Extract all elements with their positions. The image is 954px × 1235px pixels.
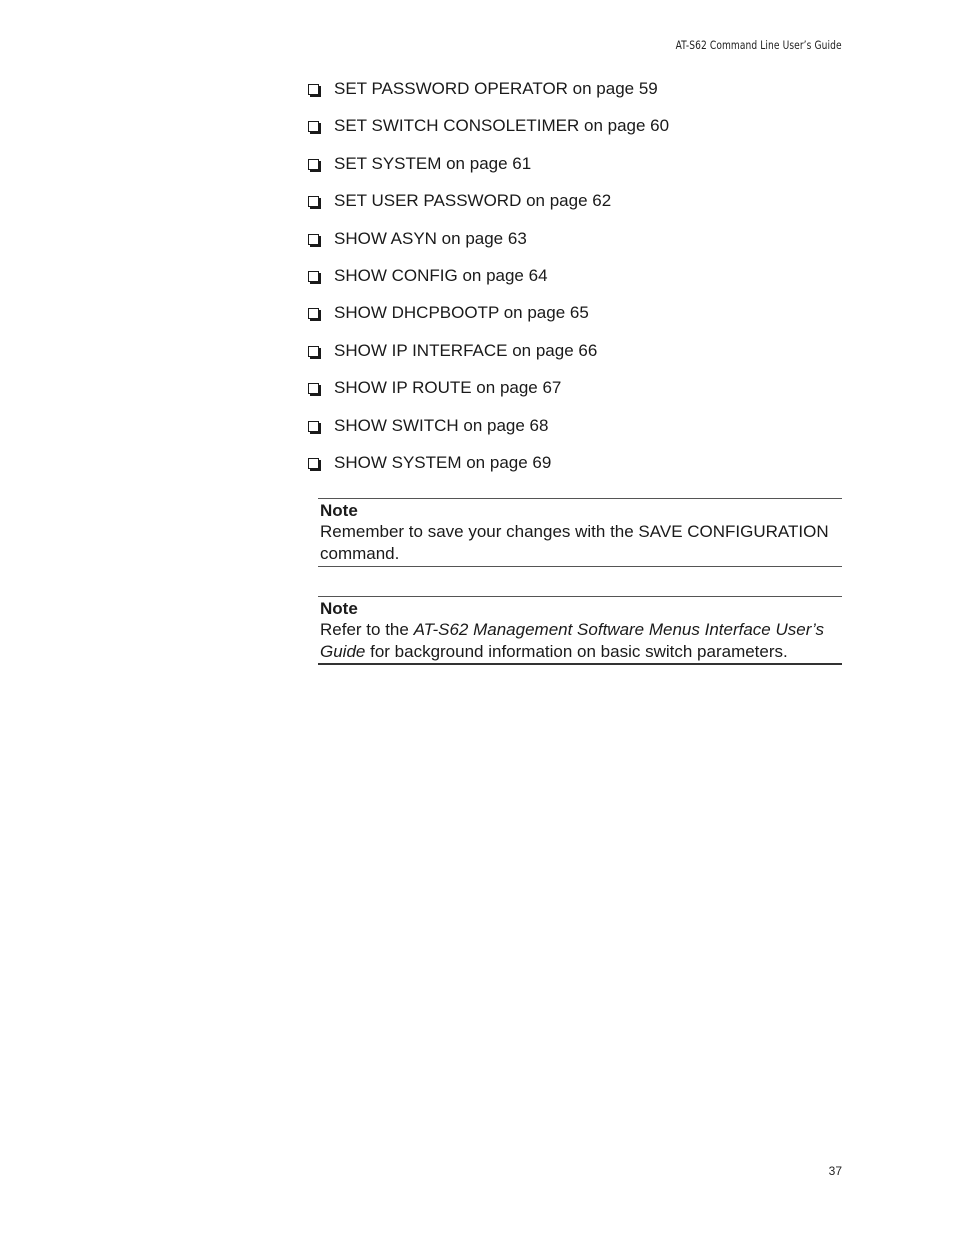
list-item (307, 302, 669, 339)
command-reference: SET SYSTEM on page 61 (334, 153, 532, 173)
checkbox-bullet-icon (308, 346, 319, 357)
list-item (307, 340, 669, 377)
checkbox-bullet-icon (308, 234, 319, 245)
note-text-lead: Refer to the (320, 620, 414, 639)
document-title-reference: AT-S62 Management Software Menus Interface User’s Guide (320, 620, 824, 661)
list-item (307, 190, 669, 227)
note-text (320, 619, 835, 663)
checkbox-bullet-icon (308, 84, 319, 95)
note-title: Note (320, 501, 358, 520)
checkbox-bullet-icon (308, 308, 319, 319)
checkbox-bullet-icon (308, 159, 319, 170)
checkbox-bullet-icon (308, 421, 319, 432)
list-item (307, 115, 669, 152)
command-reference: SHOW IP INTERFACE on page 66 (334, 340, 598, 360)
checkbox-bullet-icon (308, 196, 319, 207)
running-header: AT-S62 Command Line User’s Guide (675, 38, 842, 52)
list-item (307, 78, 669, 115)
command-reference: SHOW SWITCH on page 68 (334, 415, 549, 435)
checkbox-bullet-icon (308, 271, 319, 282)
list-item (307, 415, 669, 452)
page-number: 37 (828, 1164, 842, 1178)
note-title: Note (320, 599, 358, 618)
checkbox-bullet-icon (308, 121, 319, 132)
list-item (307, 153, 669, 190)
list-item (307, 228, 669, 265)
note-box (318, 498, 842, 567)
list-item (307, 265, 669, 302)
command-reference: SHOW SYSTEM on page 69 (334, 452, 552, 472)
checkbox-bullet-icon (308, 383, 319, 394)
list-item (307, 377, 669, 414)
command-list (307, 78, 669, 489)
command-reference: SHOW CONFIG on page 64 (334, 265, 548, 285)
command-reference: SHOW ASYN on page 63 (334, 228, 527, 248)
command-reference: SET PASSWORD OPERATOR on page 59 (334, 79, 658, 98)
command-reference: SET USER PASSWORD on page 62 (334, 191, 612, 211)
note-text: Remember to save your changes with the SAVE CONFIGURATION command. (320, 522, 829, 563)
checkbox-bullet-icon (308, 458, 319, 469)
command-reference: SHOW IP ROUTE on page 67 (334, 378, 562, 398)
command-reference: SHOW DHCPBOOTP on page 65 (334, 303, 589, 323)
list-item (307, 452, 669, 489)
command-reference: SET SWITCH CONSOLETIMER on page 60 (334, 116, 670, 136)
note-text-tail: for background information on basic switch parameters. (365, 642, 788, 661)
note-box (318, 596, 842, 665)
